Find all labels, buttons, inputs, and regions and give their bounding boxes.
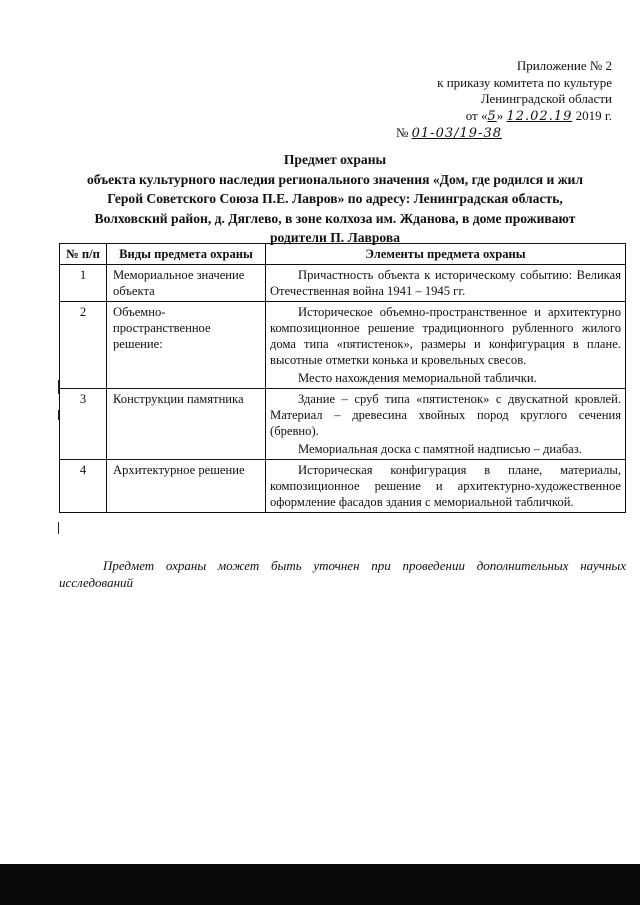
row-elements-paragraph: Здание – сруб типа «пятистенок» с двускатной кровлей. Материал – древесина хвойных пород круглого сечения (бревно). [270, 392, 621, 438]
row-elements-paragraph: Причастность объекта к историческому событию: Великая Отечественная война 1941 – 1945 гг. [270, 268, 621, 298]
header-elements: Элементы предмета охраны [266, 244, 626, 265]
date-month-handwritten: 12.02.19 [506, 108, 573, 124]
date-mid: » [496, 107, 504, 123]
order-number-handwritten: 01-03/19-38 [411, 126, 502, 141]
date-suffix: 2019 г. [575, 107, 612, 123]
appendix-number: Приложение № 2 [516, 58, 612, 73]
row-elements [266, 302, 626, 389]
row-number: 2 [60, 302, 107, 389]
header-type: Виды предмета охраны [107, 244, 266, 265]
row-type: Архитектурное решение [107, 460, 266, 513]
table-row [60, 265, 626, 302]
row-elements [266, 265, 626, 302]
row-elements [266, 389, 626, 460]
scan-margin-mark [58, 522, 59, 534]
title-body: объекта культурного наследия регионального значения «Дом, где родился и жил Герой Советского Союза П.Е. Лавров» по адресу: Ленинградская область, Волховский район, д. Дяглево, в зоне колхоза им. Жданова, в доме проживают родители П. Лаврова [86, 171, 584, 245]
appendix-order-ref: к приказу комитета по культуре [437, 74, 612, 90]
row-elements-paragraph: Мемориальная доска с памятной надписью – диабаз. [298, 442, 582, 456]
appendix-region: Ленинградской области [480, 91, 612, 106]
scan-bottom-edge [0, 864, 640, 905]
number-prefix: № [396, 125, 409, 140]
row-type: Мемориальное значение объекта [107, 265, 266, 302]
table-row [60, 460, 626, 513]
row-elements-paragraph: Историческая конфигурация в плане, материалы, композиционное решение и архитектурно-художественное оформление фасадов здания с мемориальной табличкой. [270, 463, 621, 509]
date-prefix: от « [465, 107, 488, 123]
document-title [70, 150, 600, 248]
note-text: Предмет охраны может быть уточнен при проведении дополнительных научных исследований [59, 558, 626, 590]
protection-subject-table [59, 243, 626, 513]
scan-margin-mark [58, 380, 59, 394]
scan-margin-mark [58, 410, 59, 420]
row-elements-paragraph: Место нахождения мемориальной таблички. [298, 371, 537, 385]
row-type: Конструкции памятника [107, 389, 266, 460]
row-number: 3 [60, 389, 107, 460]
table-row [60, 302, 626, 389]
row-elements-paragraph: Историческое объемно-пространственное и архитектурно композиционное решение традиционного рубленного жилого дома типа «пятистенок», размеры и конфигурация в плане. высотные отметки конька и кровельных свесов. [270, 305, 621, 367]
appendix-order-number [372, 125, 612, 143]
row-number: 4 [60, 460, 107, 513]
table-row [60, 389, 626, 460]
title-heading: Предмет охраны [283, 152, 387, 167]
header-number: № п/п [60, 244, 107, 265]
table-header-row [60, 244, 626, 265]
date-day-handwritten: 5 [487, 108, 497, 124]
appendix-date [372, 108, 612, 126]
row-elements [266, 460, 626, 513]
appendix-header [372, 58, 612, 143]
row-number: 1 [60, 265, 107, 302]
row-type: Объемно-пространственное решение: [107, 302, 266, 389]
